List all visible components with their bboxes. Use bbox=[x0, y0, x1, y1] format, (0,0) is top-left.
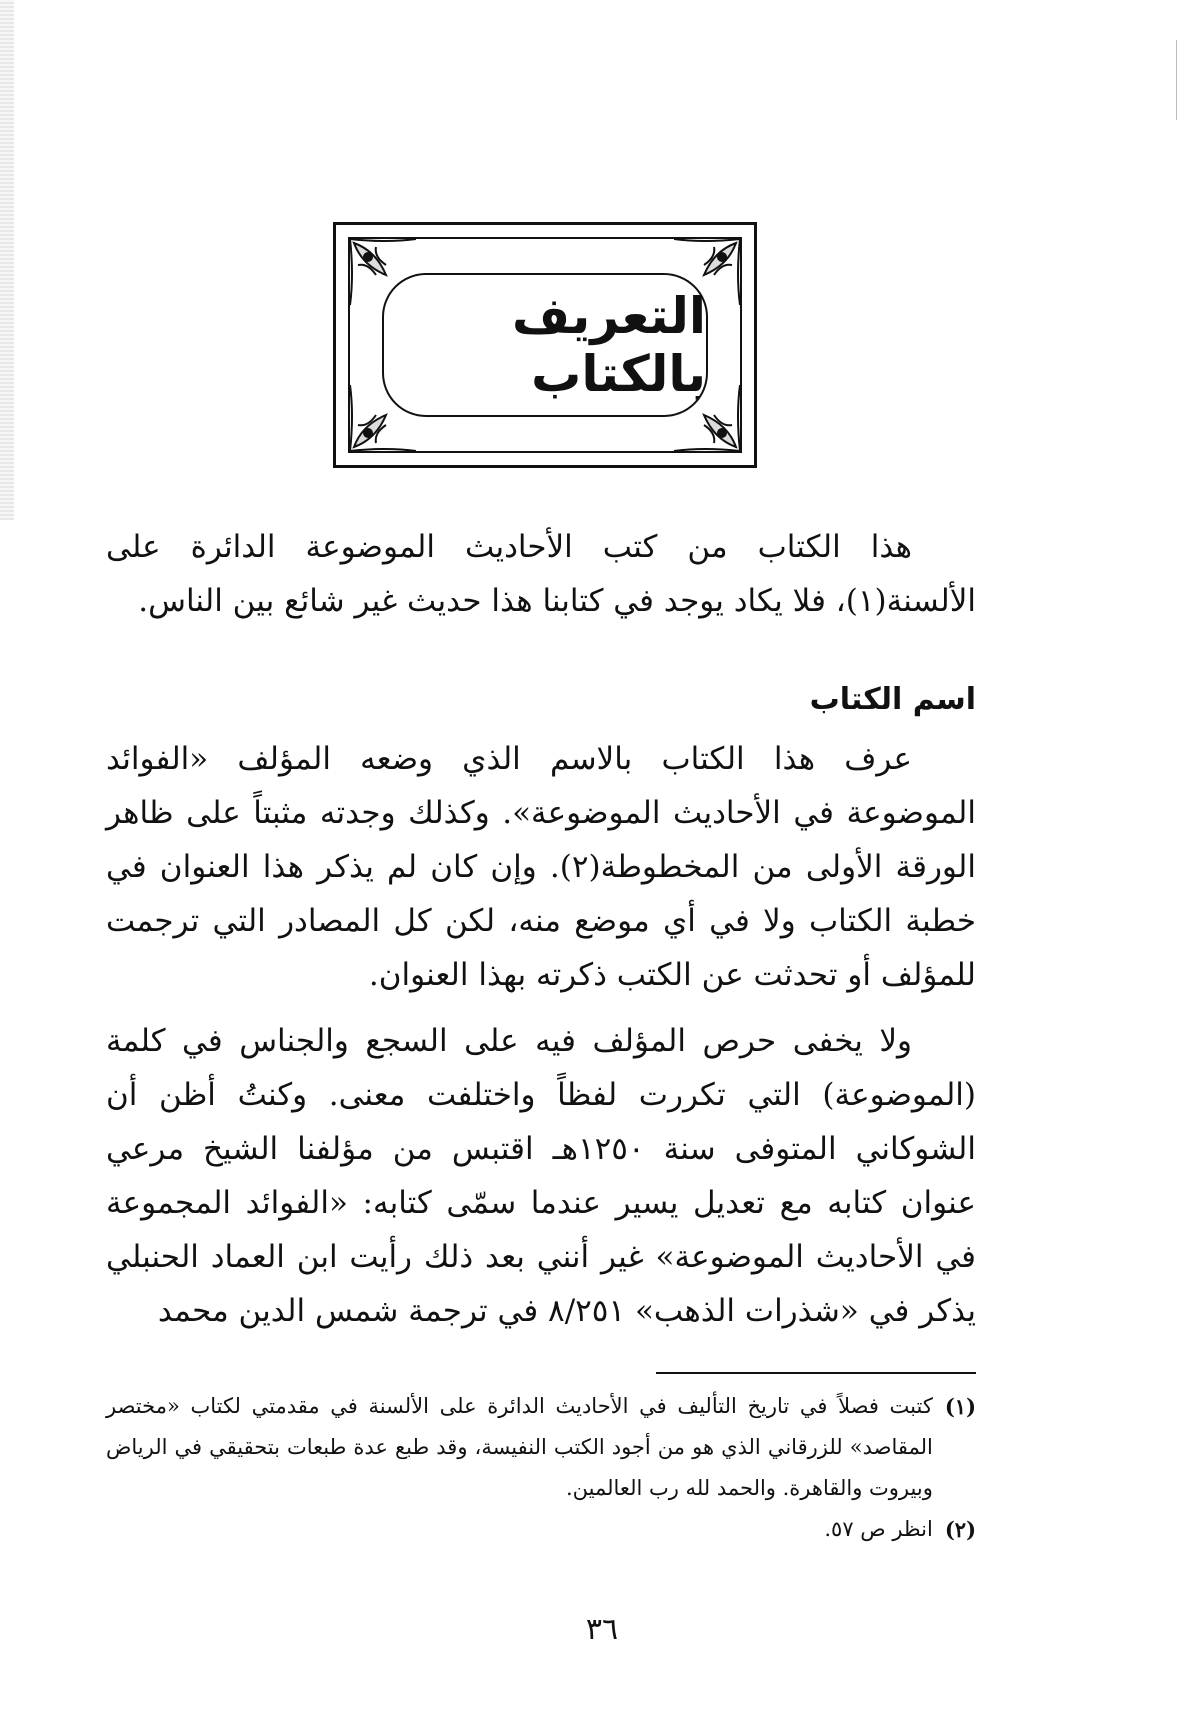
intro-block bbox=[106, 520, 976, 628]
intro-paragraph: هذا الكتاب من كتب الأحاديث الموضوعة الدائرة على الألسنة(١)، فلا يكاد يوجد في كتابنا هذا حديث غير شائع بين الناس. bbox=[106, 529, 976, 619]
footnote-text: انظر ص ٥٧. bbox=[824, 1517, 933, 1541]
chapter-title: التعريف بالكتاب bbox=[512, 287, 706, 403]
title-cartouche bbox=[382, 273, 708, 417]
section-heading: اسم الكتاب bbox=[809, 682, 976, 717]
body-block bbox=[106, 732, 976, 1338]
scan-edge-shadow bbox=[0, 0, 14, 520]
footnote-separator bbox=[656, 1372, 976, 1374]
chapter-title-frame bbox=[333, 222, 757, 468]
paragraph-rhyme: ولا يخفى حرص المؤلف فيه على السجع والجناس في كلمة (الموضوعة) التي تكررت لفظاً واختلفت معنى. وكنتُ أظن أن الشوكاني المتوفى سنة ١٢٥٠هـ اقتبس من مؤلفنا الشيخ مرعي عنوان كتابه مع تعديل يسير عندما سمّى كتابه: «الفوائد المجموعة في الأحاديث الموضوعة» غير أنني بعد ذلك رأيت ابن العماد الحنبلي يذكر في «شذرات الذهب» ٨/٢٥١ في ترجمة شمس الدين محمد bbox=[106, 1023, 976, 1329]
paragraph-book-name: عرف هذا الكتاب بالاسم الذي وضعه المؤلف «الفوائد الموضوعة في الأحاديث الموضوعة». وكذلك وجدته مثبتاً على ظاهر الورقة الأولى من المخطوطة(٢). وإن كان لم يذكر هذا العنوان في خطبة الكتاب ولا في أي موضع منه، لكن كل المصادر التي ترجمت للمؤلف أو تحدثت عن الكتب ذكرته بهذا العنوان. bbox=[106, 741, 976, 993]
scan-margin-line bbox=[1176, 40, 1177, 120]
footnote-number: (٢) bbox=[944, 1517, 976, 1542]
footnote-number: (١) bbox=[944, 1394, 976, 1419]
footnote bbox=[106, 1386, 976, 1509]
footnotes bbox=[106, 1386, 976, 1550]
footnote-text: كتبت فصلاً في تاريخ التأليف في الأحاديث الدائرة على الألسنة في مقدمتي لكتاب «مختصر المقاصد» للزرقاني الذي هو من أجود الكتب النفيسة، وقد طبع عدة طبعات بتحقيقي في الرياض وبيروت والقاهرة. والحمد لله رب العالمين. bbox=[106, 1394, 933, 1500]
page-number: ٣٦ bbox=[585, 1612, 619, 1647]
footnote bbox=[106, 1509, 976, 1550]
